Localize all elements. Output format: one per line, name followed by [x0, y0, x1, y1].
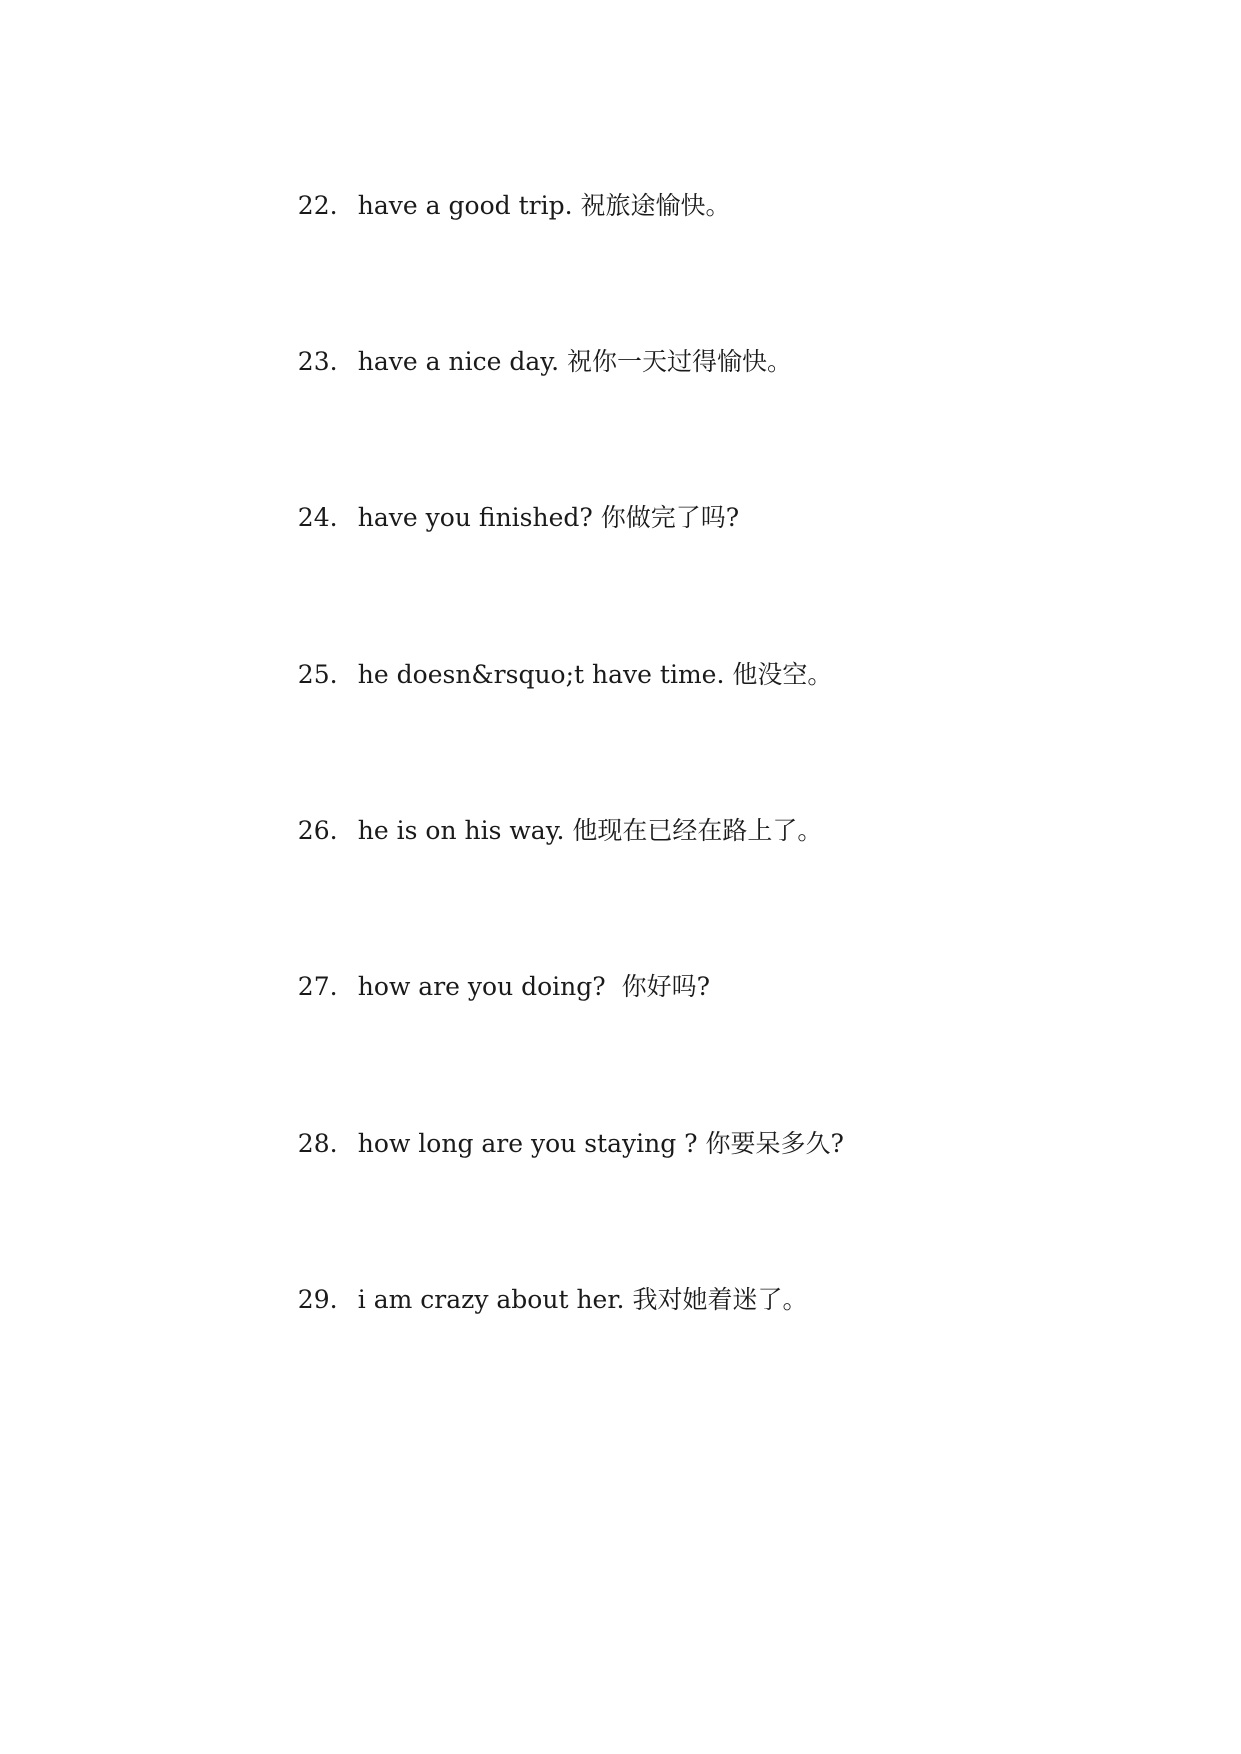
list-item	[266, 771, 823, 845]
item-text: have you finished? 你做完了吗?	[357, 503, 740, 532]
list-item	[266, 615, 833, 689]
list-item	[266, 146, 731, 220]
item-number: 22.	[297, 191, 338, 220]
list-item	[266, 1240, 808, 1314]
item-text: he doesn&rsquo;t have time. 他没空。	[357, 660, 833, 689]
item-number: 23.	[297, 347, 338, 376]
item-text: have a good trip. 祝旅途愉快。	[357, 191, 731, 220]
list-item	[266, 458, 740, 532]
item-text: how are you doing? 你好吗?	[357, 972, 710, 1001]
list-item	[266, 927, 710, 1001]
item-text: how long are you staying ? 你要呆多久?	[357, 1129, 844, 1158]
item-number: 29.	[297, 1285, 338, 1314]
item-text: have a nice day. 祝你一天过得愉快。	[357, 347, 792, 376]
item-number: 25.	[297, 660, 338, 689]
item-number: 24.	[297, 503, 338, 532]
item-number: 26.	[297, 816, 338, 845]
item-number: 28.	[297, 1129, 338, 1158]
item-text: he is on his way. 他现在已经在路上了。	[357, 816, 823, 845]
item-text: i am crazy about her. 我对她着迷了。	[357, 1285, 808, 1314]
list-item	[266, 1084, 844, 1158]
list-item	[266, 302, 792, 376]
item-number: 27.	[297, 972, 338, 1001]
